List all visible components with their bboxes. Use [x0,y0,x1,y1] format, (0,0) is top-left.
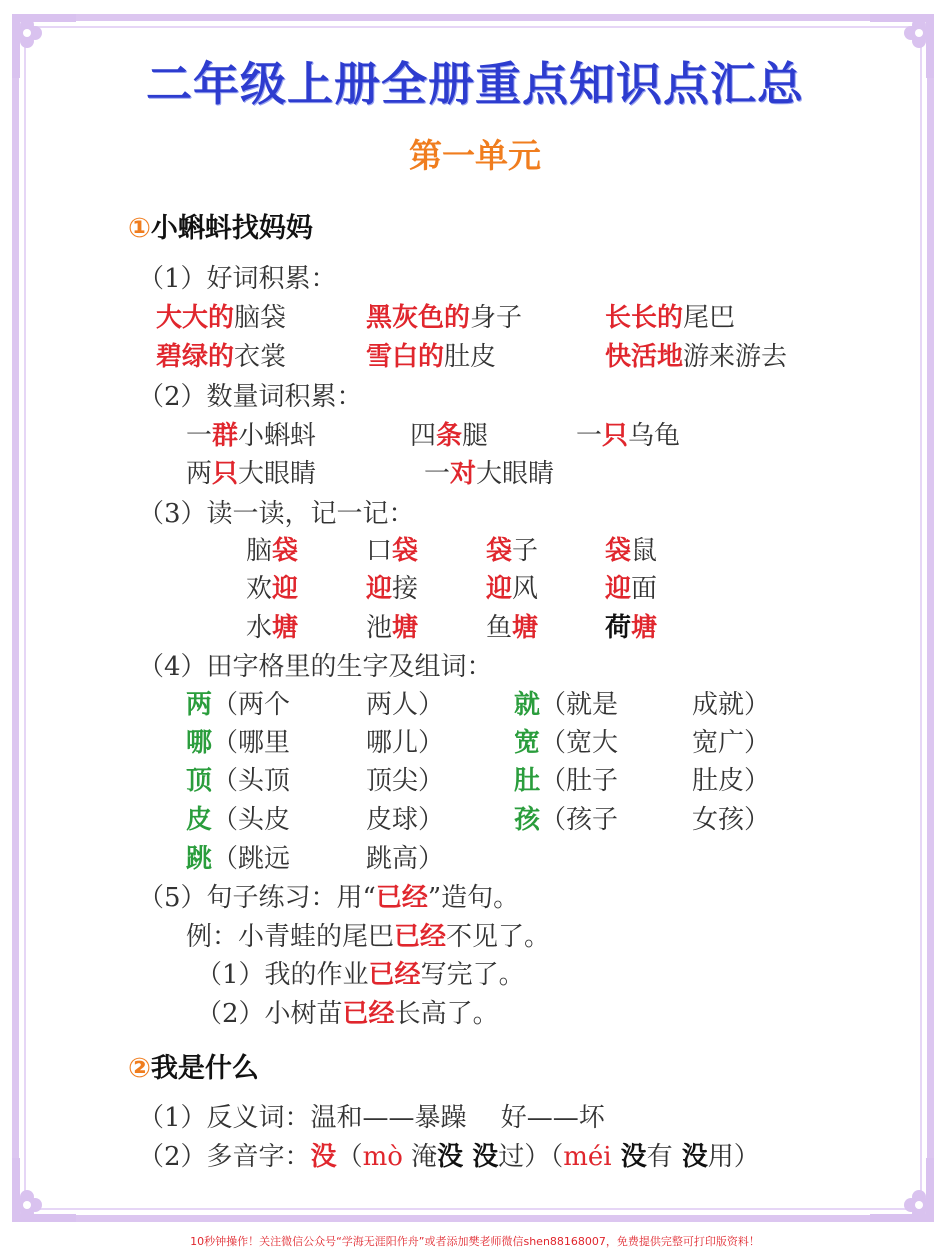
character-word: 皮球） [366,805,445,835]
lesson-number: ② [128,1053,151,1084]
lesson-heading [128,206,313,245]
section-heading: （3）读一读，记一记： [138,499,415,529]
character-item: 肚（肚子 [514,766,619,796]
measure-word-item: 四条腿 [410,421,489,451]
word-item: 鱼塘 [486,613,539,643]
lesson-name: 我是什么 [150,1053,259,1084]
character-word: 两人） [366,690,445,720]
word-item: 长长的尾巴 [605,303,736,333]
word-item: 池塘 [366,613,419,643]
lesson-name: 小蝌蚪找妈妈 [150,213,313,244]
polyphone-line: （2）多音字：没（mò 淹没 没过）（méi 没有 没用） [138,1142,760,1172]
flower-icon [902,1188,936,1222]
section-heading: （5）句子练习：用“已经”造句。 [138,883,520,913]
antonym-line: （1）反义词：温和——暴躁 好——坏 [138,1103,605,1133]
word-item: 碧绿的衣裳 [156,342,287,372]
unit-heading: 第一单元 [409,136,541,175]
character-item: 皮（头皮 [186,805,291,835]
measure-word-item: 一只乌龟 [576,421,681,451]
section-heading: （2）数量词积累： [138,382,363,412]
word-item: 袋子 [486,536,539,566]
character-word: 肚皮） [692,766,771,796]
word-item: 脑袋 [246,536,299,566]
lesson-heading [128,1046,259,1085]
flower-icon [902,16,936,50]
word-item: 袋鼠 [605,536,658,566]
example-sentence: 例：小青蛙的尾巴已经不见了。 [186,922,551,952]
character-item: 两（两个 [186,690,291,720]
word-item: 迎面 [605,574,658,604]
word-item: 水塘 [246,613,299,643]
character-item: 跳（跳远 [186,844,291,874]
page-inner-frame [24,26,922,1210]
footer-note: 10秒钟操作！关注微信公众号“学海无涯阳作舟”或者添加樊老师微信shen88168007，免费提供完整可打印版资料！ [190,1235,760,1248]
word-item: 迎风 [486,574,539,604]
character-item: 孩（孩子 [514,805,619,835]
flower-icon [10,1188,44,1222]
character-word: 女孩） [692,805,771,835]
page-title: 二年级上册全册重点知识点汇总 [146,57,804,111]
section-heading: （1）好词积累： [138,264,337,294]
flower-icon [10,16,44,50]
word-item: 迎接 [366,574,419,604]
measure-word-item: 一对大眼睛 [424,459,555,489]
measure-word-item: 一群小蝌蚪 [186,421,317,451]
word-item: 雪白的肚皮 [366,342,497,372]
character-word: 哪儿） [366,728,445,758]
word-item: 口袋 [366,536,419,566]
word-item: 荷塘 [605,613,658,643]
character-word: 跳高） [366,844,445,874]
character-item: 宽（宽大 [514,728,619,758]
character-item: 就（就是 [514,690,619,720]
example-sentence: （2）小树苗已经长高了。 [196,999,499,1029]
measure-word-item: 两只大眼睛 [186,459,317,489]
word-item: 大大的脑袋 [156,303,287,333]
word-item: 欢迎 [246,574,299,604]
section-heading: （4）田字格里的生字及组词： [138,652,493,682]
character-word: 宽广） [692,728,771,758]
character-word: 顶尖） [366,766,445,796]
character-item: 顶（头顶 [186,766,291,796]
character-item: 哪（哪里 [186,728,291,758]
word-item: 黑灰色的身子 [366,303,523,333]
lesson-number: ① [128,213,151,244]
word-item: 快活地游来游去 [605,342,788,372]
example-sentence: （1）我的作业已经写完了。 [196,960,525,990]
character-word: 成就） [692,690,771,720]
